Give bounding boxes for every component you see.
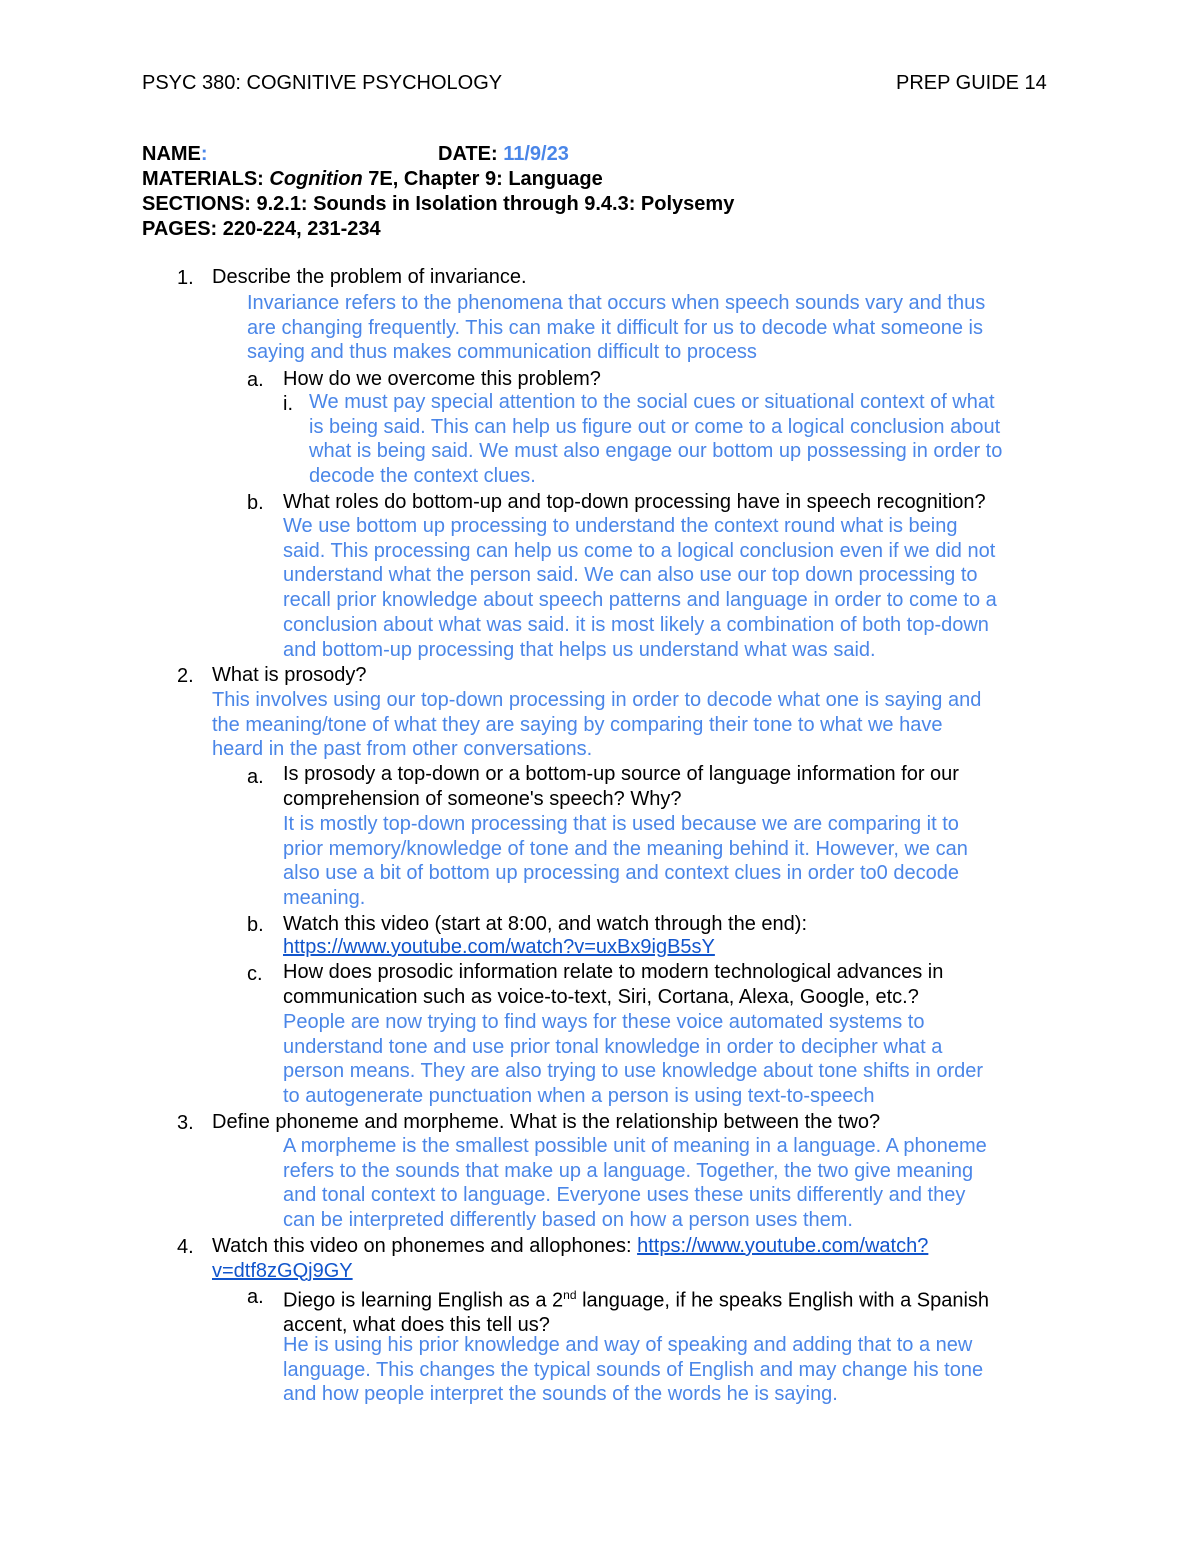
q1-question: Describe the problem of invariance. bbox=[212, 266, 527, 288]
materials-book: Cognition bbox=[269, 168, 363, 190]
q1-answer bbox=[247, 291, 985, 365]
q1-answer-line: saying and thus makes communication difficult to process bbox=[247, 341, 757, 364]
materials-label: MATERIALS: bbox=[142, 168, 264, 190]
q2c-answer-line: understand tone and use prior tonal knowledge in order to decipher what a bbox=[283, 1035, 943, 1058]
q4a-answer-line: language. This changes the typical sounds of English and may change his tone bbox=[283, 1358, 984, 1381]
q1b-answer-line: recall prior knowledge about speech patterns and language in order to come to a bbox=[283, 589, 997, 612]
q2a-answer-line: prior memory/knowledge of tone and the meaning behind it. However, we can bbox=[283, 837, 968, 860]
q4-question-text: Watch this video on phonemes and allophones: bbox=[212, 1235, 638, 1257]
q2b-letter: b. bbox=[247, 914, 264, 936]
date-field bbox=[438, 143, 569, 166]
q2c-question-line: How does prosodic information relate to modern technological advances in bbox=[283, 961, 944, 983]
q3-question: Define phoneme and morpheme. What is the relationship between the two? bbox=[212, 1111, 881, 1133]
q4a-text-before: Diego is learning English as a 2 bbox=[283, 1289, 564, 1312]
q2c-letter: c. bbox=[247, 963, 263, 985]
q2-answer-line: This involves using our top-down processing in order to decode what one is saying and bbox=[212, 689, 982, 711]
video-link-phonemes-cont[interactable]: v=dtf8zGQj9GY bbox=[212, 1259, 353, 1282]
q4a-answer-line: He is using his prior knowledge and way of speaking and adding that to a new bbox=[283, 1334, 973, 1356]
q2-number: 2. bbox=[177, 665, 194, 687]
q2-answer bbox=[212, 688, 981, 762]
q2a-answer-line: meaning. bbox=[283, 887, 366, 910]
q3-answer-line: A morpheme is the smallest possible unit of meaning in a language. A phoneme bbox=[283, 1135, 987, 1157]
pages-line: PAGES: 220-224, 231-234 bbox=[142, 218, 381, 240]
q4a-superscript: nd bbox=[563, 1288, 577, 1302]
q1-answer-line: are changing frequently. This can make it difficult for us to decode what someone is bbox=[247, 316, 983, 339]
q1a-i-answer bbox=[309, 390, 1002, 489]
q4a-answer-line: and how people interpret the sounds of the words he is saying. bbox=[283, 1383, 838, 1406]
q2a-question-line: Is prosody a top-down or a bottom-up source of language information for our bbox=[283, 763, 959, 785]
name-label: NAME bbox=[142, 143, 201, 165]
q3-answer-line: can be interpreted differently based on how a person uses them. bbox=[283, 1209, 853, 1232]
materials-line bbox=[142, 168, 603, 191]
q4a-question-line2: accent, what does this tell us? bbox=[283, 1314, 550, 1337]
q4a-question bbox=[283, 1283, 989, 1338]
q1b-answer-line: said. This processing can help us come to a logical conclusion even if we did not bbox=[283, 539, 996, 562]
name-field bbox=[142, 143, 208, 166]
q1b-answer-line: and bottom-up processing that helps us understand what was said. bbox=[283, 638, 876, 661]
q1b-answer-line: conclusion about what was said. it is most likely a combination of both top-down bbox=[283, 613, 989, 636]
video-link-phonemes[interactable]: https://www.youtube.com/watch? bbox=[637, 1235, 929, 1257]
q2a-answer-line: also use a bit of bottom up processing and context clues in order to0 decode bbox=[283, 862, 959, 885]
q1a-i-answer-line: what is being said. We must also engage our bottom up possessing in order to bbox=[309, 440, 1003, 463]
q2-answer-line: the meaning/tone of what they are saying by comparing their tone to what we have bbox=[212, 713, 943, 736]
q1b-letter: b. bbox=[247, 492, 264, 514]
q4-number: 4. bbox=[177, 1236, 194, 1258]
q1b-answer-line: We use bottom up processing to understand the context round what is being bbox=[283, 515, 958, 537]
q2a-answer bbox=[283, 812, 968, 911]
date-label: DATE: bbox=[438, 143, 498, 165]
q2-answer-line: heard in the past from other conversations. bbox=[212, 738, 593, 761]
q2c-answer-line: person means. They are also trying to use knowledge about tone shifts in order bbox=[283, 1060, 984, 1083]
q2c-answer-line: People are now trying to find ways for these voice automated systems to bbox=[283, 1011, 925, 1033]
q2c-answer-line: to autogenerate punctuation when a person is using text-to-speech bbox=[283, 1085, 875, 1108]
materials-rest: 7E, Chapter 9: Language bbox=[368, 168, 603, 190]
q1a-i-answer-line: is being said. This can help us figure out or come to a logical conclusion about bbox=[309, 415, 1001, 438]
q4-question bbox=[212, 1234, 928, 1283]
q2a-letter: a. bbox=[247, 766, 264, 788]
q2c-question bbox=[283, 960, 943, 1009]
q3-number: 3. bbox=[177, 1112, 194, 1134]
course-title: PSYC 380: COGNITIVE PSYCHOLOGY bbox=[142, 72, 503, 94]
q1a-i-answer-line: We must pay special attention to the social cues or situational context of what bbox=[309, 391, 995, 413]
q1a-i-answer-line: decode the context clues. bbox=[309, 465, 536, 488]
q1-number: 1. bbox=[177, 267, 194, 289]
q1a-i-number: i. bbox=[283, 393, 293, 415]
name-colon: : bbox=[200, 143, 208, 165]
q2c-answer bbox=[283, 1010, 983, 1109]
q2a-answer-line: It is mostly top-down processing that is used because we are comparing it to bbox=[283, 813, 959, 835]
date-value: 11/9/23 bbox=[503, 143, 569, 165]
q1a-letter: a. bbox=[247, 369, 264, 391]
guide-number: PREP GUIDE 14 bbox=[896, 72, 1047, 94]
q2-question: What is prosody? bbox=[212, 664, 367, 686]
q1b-answer-line: understand what the person said. We can also use our top down processing to bbox=[283, 564, 978, 587]
q4a-letter: a. bbox=[247, 1286, 264, 1308]
q3-answer bbox=[283, 1134, 987, 1233]
q3-answer-line: refers to the sounds that make up a language. Together, the two give meaning bbox=[283, 1159, 974, 1182]
q1-answer-line: Invariance refers to the phenomena that occurs when speech sounds vary and thus bbox=[247, 292, 986, 314]
q3-answer-line: and tonal context to language. Everyone uses these units differently and they bbox=[283, 1184, 966, 1207]
q2a-question bbox=[283, 762, 959, 811]
q2c-question-line: communication such as voice-to-text, Siri, Cortana, Alexa, Google, etc.? bbox=[283, 985, 919, 1008]
q4a-answer bbox=[283, 1333, 983, 1407]
q2a-question-line: comprehension of someone's speech? Why? bbox=[283, 787, 682, 810]
sections-line: SECTIONS: 9.2.1: Sounds in Isolation through 9.4.3: Polysemy bbox=[142, 193, 735, 215]
q1b-answer bbox=[283, 514, 997, 662]
q4a-text-after: language, if he speaks English with a Spanish bbox=[576, 1289, 990, 1312]
q2b-question: Watch this video (start at 8:00, and watch through the end): bbox=[283, 913, 807, 935]
video-link-prosody[interactable]: https://www.youtube.com/watch?v=uxBx9igB5sY bbox=[283, 936, 715, 958]
q1a-question: How do we overcome this problem? bbox=[283, 368, 601, 390]
q1b-question: What roles do bottom-up and top-down processing have in speech recognition? bbox=[283, 491, 986, 513]
